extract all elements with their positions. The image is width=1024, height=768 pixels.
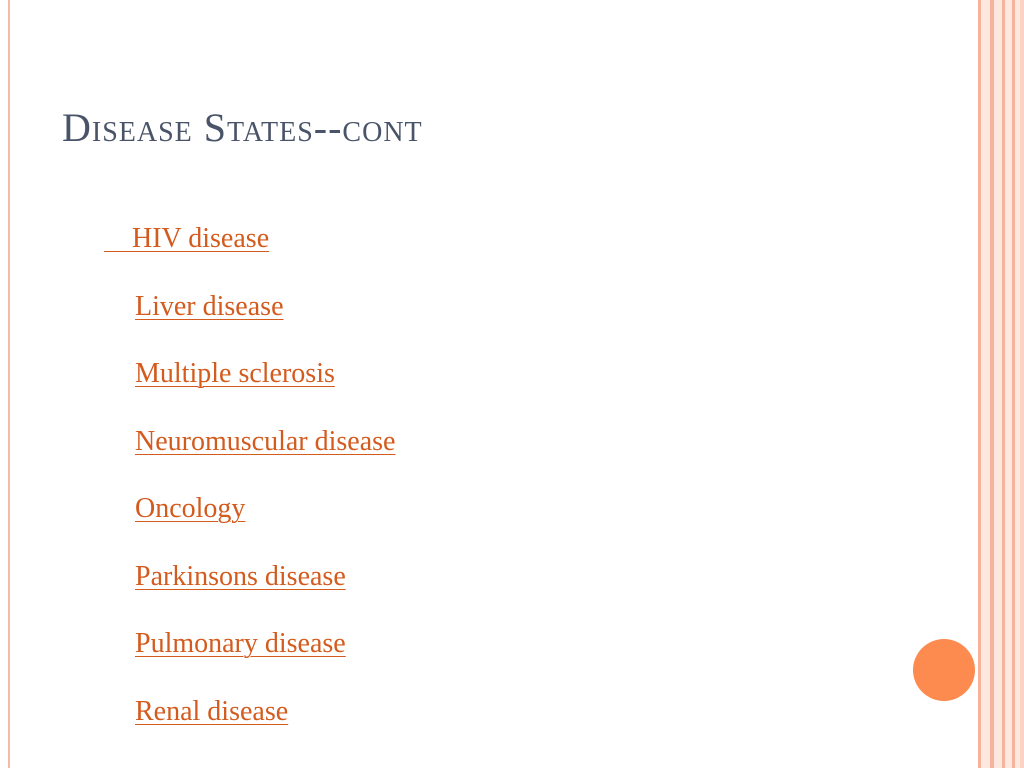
- list-item: [62, 250, 395, 322]
- list-item: [62, 587, 395, 659]
- right-border-stripe: [990, 0, 994, 768]
- list-item: [62, 520, 395, 592]
- slide-title: Disease States--cont: [62, 105, 423, 150]
- link-neuromuscular-disease[interactable]: Neuromuscular disease: [135, 425, 396, 457]
- right-border-stripe: [1020, 0, 1024, 768]
- link-pulmonary-disease[interactable]: Pulmonary disease: [135, 628, 346, 659]
- link-multiple-sclerosis[interactable]: Multiple sclerosis: [135, 358, 335, 389]
- list-item: [62, 317, 395, 389]
- disease-link-list: [62, 182, 396, 727]
- right-border-panel: [978, 0, 1024, 768]
- right-border-stripe: [1012, 0, 1015, 768]
- link-oncology[interactable]: Oncology: [135, 493, 246, 524]
- list-item: [62, 385, 396, 457]
- link-hiv-disease[interactable]: HIV disease: [104, 223, 270, 254]
- link-renal-disease[interactable]: Renal disease: [135, 695, 289, 727]
- right-border-stripe: [978, 0, 981, 768]
- left-border-line: [8, 0, 10, 768]
- decorative-circle: [913, 639, 975, 701]
- list-item: [62, 655, 395, 727]
- link-liver-disease[interactable]: Liver disease: [135, 290, 284, 322]
- list-item: [62, 452, 395, 524]
- link-parkinsons-disease[interactable]: Parkinsons disease: [135, 560, 346, 592]
- list-item: [62, 182, 395, 254]
- right-border-stripe: [1002, 0, 1005, 768]
